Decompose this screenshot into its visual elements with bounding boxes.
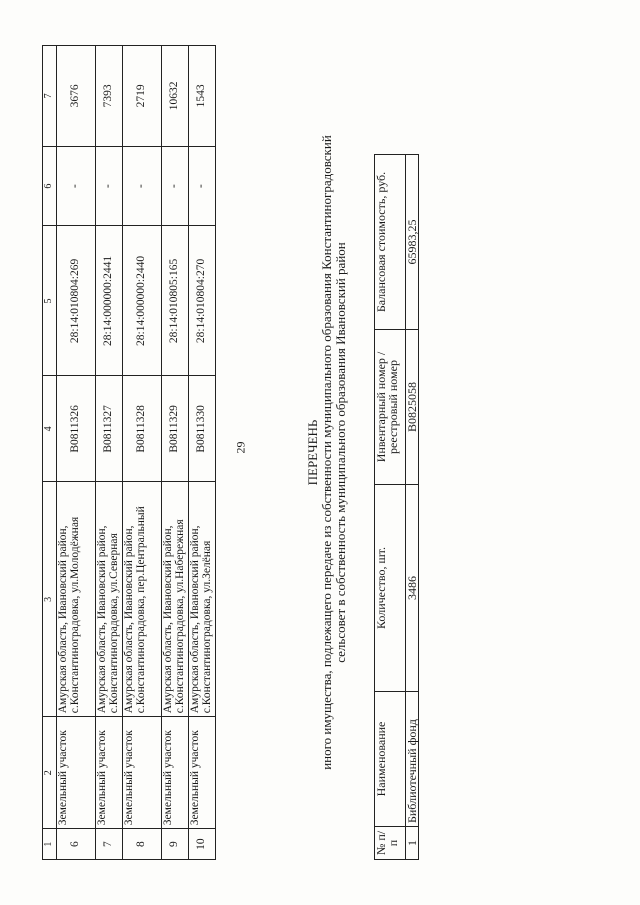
row-cadastral-number: 28:14:010804:269 xyxy=(56,226,95,376)
table-row xyxy=(161,46,188,860)
table-row xyxy=(95,46,122,860)
row-col6: - xyxy=(161,146,188,226)
row-cadastral-number: 28:14:000000:2441 xyxy=(95,226,122,376)
page-number: 29 xyxy=(233,441,248,454)
row-number: 9 xyxy=(161,829,188,860)
row-name: Земельный участок xyxy=(56,717,95,829)
row-name: Земельный участок xyxy=(188,717,215,829)
row-inventory-number: В0811330 xyxy=(188,376,215,482)
property-table xyxy=(374,154,419,860)
table-row xyxy=(122,46,161,860)
list-heading xyxy=(306,45,348,860)
row-col7: 3676 xyxy=(56,46,95,147)
col-header-4: 4 xyxy=(43,376,57,482)
land-plots-table xyxy=(42,45,216,860)
col-header-7: 7 xyxy=(43,46,57,147)
row-col7: 10632 xyxy=(161,46,188,147)
row-col6: - xyxy=(122,146,161,226)
row-inventory-number: В0825058 xyxy=(406,330,419,485)
row-name: Земельный участок xyxy=(95,717,122,829)
row-address: Амурская область, Ивановский район, с.Константиноградовка, ул.Набережная xyxy=(161,482,188,717)
row-col6: - xyxy=(56,146,95,226)
col-header-2: 2 xyxy=(43,717,57,829)
row-address: Амурская область, Ивановский район, с.Константиноградовка, ул.Северная xyxy=(95,482,122,717)
row-cadastral-number: 28:14:010804:270 xyxy=(188,226,215,376)
col-header-quantity: Количество, шт. xyxy=(375,485,406,692)
list-title: ПЕРЕЧЕНЬ xyxy=(305,419,320,486)
row-number: 7 xyxy=(95,829,122,860)
col-header-6: 6 xyxy=(43,146,57,226)
col-header-3: 3 xyxy=(43,482,57,717)
row-number: 10 xyxy=(188,829,215,860)
row-cost: 65983,25 xyxy=(406,155,419,330)
table-row xyxy=(56,46,95,860)
row-col6: - xyxy=(188,146,215,226)
row-address: Амурская область, Ивановский район, с.Константиноградовка, ул.Зелёная xyxy=(188,482,215,717)
col-header-cost: Балансовая стоимость, руб. xyxy=(375,155,406,330)
row-number: 6 xyxy=(56,829,95,860)
row-col6: - xyxy=(95,146,122,226)
col-header-1: 1 xyxy=(43,829,57,860)
row-name: Земельный участок xyxy=(161,717,188,829)
row-inventory-number: В0811326 xyxy=(56,376,95,482)
row-col7: 1543 xyxy=(188,46,215,147)
row-address: Амурская область, Ивановский район, с.Константиноградовка, ул.Молодёжная xyxy=(56,482,95,717)
row-inventory-number: В0811328 xyxy=(122,376,161,482)
row-number: 1 xyxy=(406,827,419,860)
row-col7: 2719 xyxy=(122,46,161,147)
row-inventory-number: В0811327 xyxy=(95,376,122,482)
row-cadastral-number: 28:14:000000:2440 xyxy=(122,226,161,376)
list-subtitle-line1: иного имущества, подлежащего передаче из собственности муниципального образования Константиноградовский xyxy=(319,135,334,770)
row-quantity: 3486 xyxy=(406,485,419,692)
table-row xyxy=(188,46,215,860)
col-header-number: № п/п xyxy=(375,827,406,860)
table-row xyxy=(406,155,419,860)
col-header-name: Наименование xyxy=(375,692,406,827)
row-inventory-number: В0811329 xyxy=(161,376,188,482)
row-name: Земельный участок xyxy=(122,717,161,829)
row-number: 8 xyxy=(122,829,161,860)
row-address: Амурская область, Ивановский район, с.Константиноградовка, пер.Центральный xyxy=(122,482,161,717)
table-header-row xyxy=(43,46,57,860)
table-header-row xyxy=(375,155,406,860)
list-subtitle-line2: сельсовет в собственность муниципального образования Ивановский район xyxy=(333,242,348,663)
row-col7: 7393 xyxy=(95,46,122,147)
row-name: Библиотечный фонд xyxy=(406,692,419,827)
col-header-5: 5 xyxy=(43,226,57,376)
col-header-inventory: Инвентарный номер / реестровый номер xyxy=(375,330,406,485)
row-cadastral-number: 28:14:010805:165 xyxy=(161,226,188,376)
